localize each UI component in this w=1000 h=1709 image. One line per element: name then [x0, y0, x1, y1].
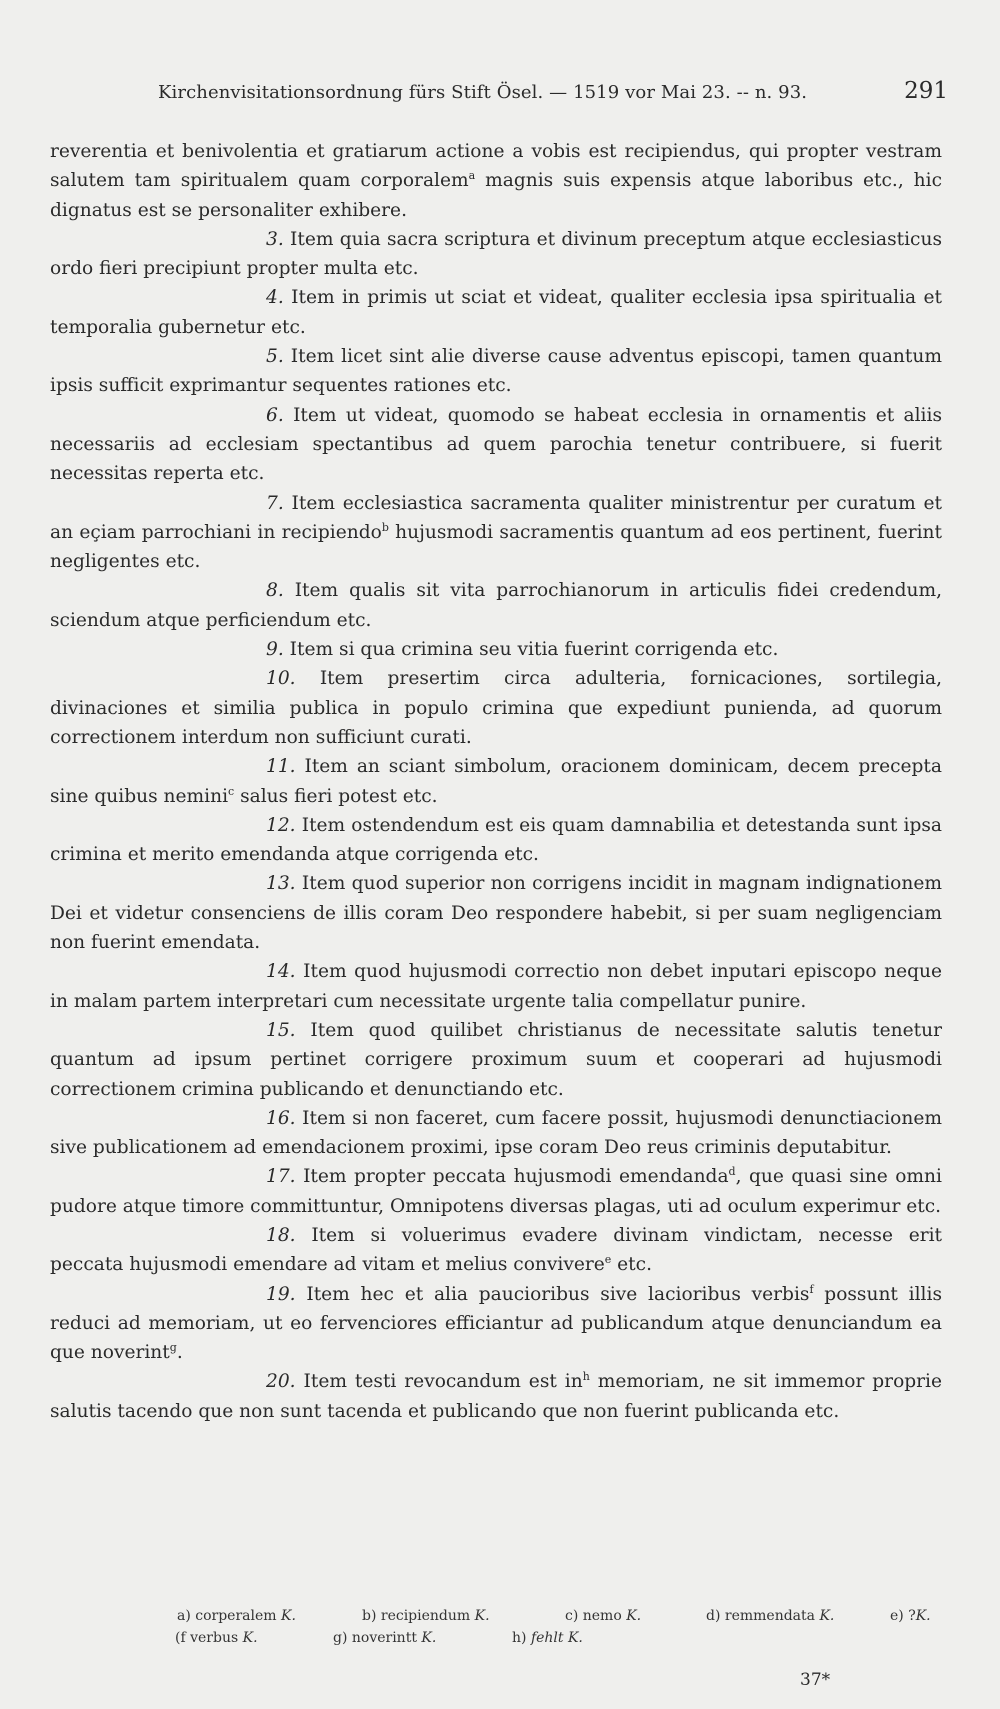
footnote-a: [177, 1608, 296, 1624]
item-text: Item propter peccata hujusmodi emendanda: [303, 1166, 729, 1188]
list-item: [50, 811, 942, 870]
footnote-e: [890, 1608, 931, 1624]
item-text: Item presertim circa adulteria, fornicaciones, sortilegia, divinaciones et similia publica in populo crimina que expediunt punienda, ad quorum correctionem interdum non sufficiunt curati.: [50, 668, 942, 748]
footnote-source: K.: [242, 1630, 258, 1646]
list-item: [50, 752, 942, 811]
intro-text: magnis suis expensis atque laboribus etc., hic dignatus est se personaliter exhibere.: [50, 170, 942, 221]
item-number: 7.: [266, 492, 284, 514]
list-item: [50, 957, 942, 1016]
list-item: [50, 576, 942, 635]
running-title: Kirchenvisitationsordnung fürs Stift Ösel. — 1519 vor Mai 23. -- n. 93.: [158, 82, 808, 103]
item-number: 9.: [266, 639, 284, 661]
footnote-label: b) recipiendum: [362, 1608, 471, 1624]
list-item: [50, 1367, 942, 1426]
item-text: .: [176, 1342, 183, 1364]
item-text: salus fieri potest etc.: [234, 785, 438, 807]
footnote-source: fehlt K.: [530, 1630, 583, 1646]
intro-text: reverentia et benivolentia et gratiarum actione a vobis est recipiendus, qui propter vestram salutem tam spiritualem quam corporalem: [50, 141, 942, 192]
footnote-ref: d: [728, 1165, 736, 1179]
item-text: Item licet sint alie diverse cause adventus episcopi, tamen quantum ipsis sufficit exprimantur sequentes rationes etc.: [50, 346, 942, 397]
footnote-label: c) nemo: [565, 1608, 622, 1624]
list-item: [50, 225, 942, 284]
list-item: [50, 1016, 942, 1104]
item-number: 10.: [266, 668, 296, 690]
item-text: Item hec et alia paucioribus sive lacioribus verbis: [306, 1283, 810, 1305]
item-number: 16.: [266, 1107, 296, 1129]
item-text: memoriam, ne sit immemor proprie salutis tacendo que non sunt tacenda et publicando que non fuerint publicanda etc.: [50, 1371, 943, 1422]
page-number: 291: [904, 78, 948, 104]
item-text: Item qualis sit vita parrochianorum in articulis fidei credendum, sciendum atque perficiendum etc.: [50, 580, 942, 631]
item-number: 3.: [266, 228, 284, 250]
item-text: Item quia sacra scriptura et divinum preceptum atque ecclesiasticus ordo fieri precipiunt propter multa etc.: [50, 228, 942, 280]
list-item: [50, 489, 942, 577]
footnote-ref: a: [468, 169, 476, 183]
footnote-c: [565, 1608, 641, 1624]
item-text: hujusmodi sacramentis quantum ad eos pertinent, fuerint negligentes etc.: [50, 521, 942, 573]
list-item: [50, 869, 942, 957]
list-item: [50, 664, 942, 752]
list-item: [50, 1162, 942, 1221]
item-number: 12.: [266, 814, 296, 836]
footnote-source: K.: [626, 1608, 642, 1624]
footnote-b: [362, 1608, 490, 1624]
item-text: Item quod hujusmodi correctio non debet inputari episcopo neque in malam partem interpretari cum necessitate urgente talia compellatur punire.: [50, 961, 942, 1012]
footnote-label: h): [512, 1630, 527, 1646]
item-number: 11.: [266, 756, 296, 778]
footnote-d: [706, 1608, 834, 1624]
footnote-g: [333, 1630, 436, 1646]
list-item: [50, 283, 942, 342]
list-item: [50, 342, 942, 401]
intro-paragraph: [50, 137, 942, 225]
item-number: 8.: [266, 580, 284, 602]
item-text: Item an sciant simbolum, oracionem dominicam, decem precepta sine quibus nemini: [50, 756, 942, 807]
item-number: 14.: [266, 961, 296, 983]
item-text: Item quod quilibet christianus de necessitate salutis tenetur quantum ad ipsum pertinet corrigere proximum suum et cooperari ad hujusmodi correctionem crimina publicando et denunctiando etc.: [50, 1019, 942, 1100]
item-number: 13.: [266, 873, 296, 895]
footnote-f: [175, 1630, 258, 1646]
footnote-label: e) ?: [890, 1608, 916, 1624]
item-text: Item si non faceret, cum facere possit, hujusmodi denunctiacionem sive publicationem ad emendacionem proximi, ipse coram Deo reus criminis deputabitur.: [50, 1107, 942, 1159]
item-number: 15.: [266, 1019, 296, 1041]
item-number: 18.: [266, 1224, 296, 1246]
footnote-label: a) corperalem: [177, 1608, 277, 1624]
list-item: [50, 401, 942, 489]
list-item: [50, 1280, 942, 1368]
footnote-ref: c: [228, 784, 235, 798]
item-number: 19.: [266, 1283, 296, 1305]
item-text: Item in primis ut sciat et videat, qualiter ecclesia ipsa spiritualia et temporalia gubernetur etc.: [50, 287, 942, 338]
footnote-source: K.: [281, 1608, 296, 1624]
item-text: Item si voluerimus evadere divinam vindictam, necesse erit peccata hujusmodi emendare ad vitam et melius convivere: [50, 1224, 943, 1276]
item-text: Item testi revocandum est in: [303, 1371, 583, 1393]
item-text: Item ut videat, quomodo se habeat ecclesia in ornamentis et aliis necessariis ad ecclesiam spectantibus ad quem parochia tenetur contribuere, si fuerit necessitas reperta etc.: [50, 404, 942, 485]
footnote-ref: e: [604, 1253, 612, 1267]
item-number: 5.: [266, 346, 284, 368]
item-text: Item ostendendum est eis quam damnabilia et detestanda sunt ipsa crimina et merito emendanda atque corrigenda etc.: [50, 814, 942, 866]
footnote-ref: f: [809, 1282, 814, 1296]
main-text: [50, 137, 942, 1426]
item-text: , que quasi sine omni pudore atque timore committuntur, Omnipotens diversas plagas, uti ad oculum experimur etc.: [50, 1166, 942, 1217]
signature-mark: 37*: [800, 1670, 831, 1690]
item-number: 17.: [266, 1166, 296, 1188]
item-text: Item si qua crimina seu vitia fuerint corrigenda etc.: [289, 639, 779, 661]
footnote-source: K.: [474, 1608, 490, 1624]
item-number: 4.: [266, 287, 284, 309]
footnote-h: [512, 1630, 583, 1646]
item-number: 20.: [266, 1371, 296, 1393]
page-header: [48, 76, 948, 110]
footnote-source: K.: [915, 1608, 931, 1624]
footnote-label: d) remmendata: [706, 1608, 815, 1624]
footnote-ref: h: [582, 1370, 590, 1384]
footnote-ref: g: [169, 1341, 177, 1355]
footnote-ref: b: [381, 520, 389, 534]
list-item: [50, 1221, 942, 1280]
footnote-source: K.: [819, 1608, 835, 1624]
item-text: etc.: [611, 1254, 652, 1276]
list-item: [50, 635, 942, 664]
item-number: 6.: [266, 404, 284, 426]
item-text: Item ecclesiastica sacramenta qualiter ministrentur per curatum et an eçiam parrochiani in recipiendo: [50, 492, 942, 543]
item-text: Item quod superior non corrigens incidit in magnam indignationem Dei et videtur consenciens de illis coram Deo respondere habebit, si per suam negligenciam non fuerint emendata.: [50, 873, 942, 954]
footnote-label: (f verbus: [175, 1630, 239, 1646]
footnote-label: g) noverintt: [333, 1630, 417, 1646]
item-text: possunt illis reduci ad memoriam, ut eo fervenciores efficiantur ad publicandum atque denunciandum ea que noverint: [50, 1283, 942, 1364]
footnote-source: K.: [421, 1630, 437, 1646]
list-item: [50, 1104, 942, 1163]
